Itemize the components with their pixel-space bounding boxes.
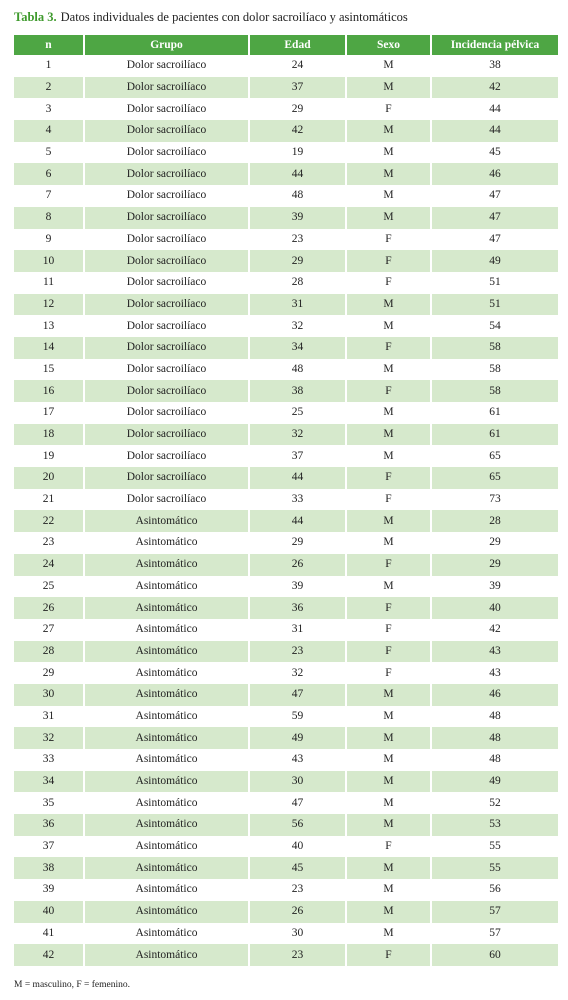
cell-incidencia: 28 xyxy=(431,510,558,532)
cell-sexo: M xyxy=(346,185,431,207)
cell-incidencia: 57 xyxy=(431,901,558,923)
cell-edad: 49 xyxy=(249,727,346,749)
cell-sexo: F xyxy=(346,98,431,120)
table-row xyxy=(14,923,558,945)
cell-sexo: M xyxy=(346,923,431,945)
cell-n: 18 xyxy=(14,424,84,446)
table-row xyxy=(14,250,558,272)
cell-n: 27 xyxy=(14,619,84,641)
cell-sexo: M xyxy=(346,749,431,771)
cell-edad: 39 xyxy=(249,576,346,598)
cell-n: 35 xyxy=(14,792,84,814)
cell-incidencia: 54 xyxy=(431,315,558,337)
cell-sexo: M xyxy=(346,814,431,836)
cell-sexo: M xyxy=(346,792,431,814)
cell-n: 30 xyxy=(14,684,84,706)
cell-grupo: Asintomático xyxy=(84,901,249,923)
table-row xyxy=(14,597,558,619)
cell-n: 12 xyxy=(14,294,84,316)
table-row xyxy=(14,706,558,728)
cell-grupo: Asintomático xyxy=(84,706,249,728)
cell-grupo: Dolor sacroilíaco xyxy=(84,467,249,489)
cell-grupo: Asintomático xyxy=(84,554,249,576)
cell-edad: 19 xyxy=(249,142,346,164)
cell-edad: 48 xyxy=(249,185,346,207)
cell-n: 6 xyxy=(14,163,84,185)
cell-n: 32 xyxy=(14,727,84,749)
cell-edad: 24 xyxy=(249,55,346,77)
table-row xyxy=(14,402,558,424)
cell-grupo: Dolor sacroilíaco xyxy=(84,55,249,77)
cell-n: 4 xyxy=(14,120,84,142)
table-row xyxy=(14,359,558,381)
cell-incidencia: 47 xyxy=(431,207,558,229)
cell-edad: 37 xyxy=(249,77,346,99)
table-footnote: M = masculino, F = femenino. xyxy=(14,980,130,990)
cell-incidencia: 47 xyxy=(431,185,558,207)
cell-n: 9 xyxy=(14,229,84,251)
table-row xyxy=(14,901,558,923)
table-row xyxy=(14,641,558,663)
cell-incidencia: 48 xyxy=(431,706,558,728)
cell-sexo: M xyxy=(346,771,431,793)
cell-incidencia: 42 xyxy=(431,77,558,99)
table-row xyxy=(14,684,558,706)
cell-sexo: M xyxy=(346,879,431,901)
cell-incidencia: 40 xyxy=(431,597,558,619)
cell-grupo: Dolor sacroilíaco xyxy=(84,380,249,402)
table-row xyxy=(14,662,558,684)
cell-n: 39 xyxy=(14,879,84,901)
cell-incidencia: 49 xyxy=(431,771,558,793)
cell-grupo: Asintomático xyxy=(84,727,249,749)
cell-edad: 23 xyxy=(249,641,346,663)
cell-edad: 23 xyxy=(249,879,346,901)
cell-edad: 43 xyxy=(249,749,346,771)
cell-incidencia: 65 xyxy=(431,445,558,467)
cell-grupo: Dolor sacroilíaco xyxy=(84,489,249,511)
cell-n: 5 xyxy=(14,142,84,164)
cell-grupo: Asintomático xyxy=(84,836,249,858)
cell-n: 21 xyxy=(14,489,84,511)
table-row xyxy=(14,727,558,749)
patient-data-table xyxy=(14,35,558,966)
table-row xyxy=(14,424,558,446)
column-header-grupo: Grupo xyxy=(84,35,249,55)
cell-n: 24 xyxy=(14,554,84,576)
cell-edad: 31 xyxy=(249,294,346,316)
cell-incidencia: 65 xyxy=(431,467,558,489)
cell-grupo: Dolor sacroilíaco xyxy=(84,77,249,99)
cell-n: 7 xyxy=(14,185,84,207)
table-row xyxy=(14,77,558,99)
column-header-sexo: Sexo xyxy=(346,35,431,55)
cell-n: 20 xyxy=(14,467,84,489)
cell-incidencia: 58 xyxy=(431,337,558,359)
table-row xyxy=(14,229,558,251)
table-row xyxy=(14,163,558,185)
cell-incidencia: 61 xyxy=(431,424,558,446)
cell-grupo: Asintomático xyxy=(84,814,249,836)
table-row xyxy=(14,185,558,207)
cell-grupo: Dolor sacroilíaco xyxy=(84,315,249,337)
table-row xyxy=(14,576,558,598)
cell-sexo: M xyxy=(346,445,431,467)
cell-grupo: Asintomático xyxy=(84,641,249,663)
cell-incidencia: 55 xyxy=(431,836,558,858)
cell-incidencia: 53 xyxy=(431,814,558,836)
cell-sexo: M xyxy=(346,163,431,185)
cell-n: 13 xyxy=(14,315,84,337)
cell-grupo: Dolor sacroilíaco xyxy=(84,337,249,359)
table-row xyxy=(14,836,558,858)
table-row xyxy=(14,792,558,814)
cell-grupo: Dolor sacroilíaco xyxy=(84,272,249,294)
cell-edad: 37 xyxy=(249,445,346,467)
cell-grupo: Dolor sacroilíaco xyxy=(84,359,249,381)
cell-n: 16 xyxy=(14,380,84,402)
cell-grupo: Asintomático xyxy=(84,771,249,793)
table-row xyxy=(14,142,558,164)
table-row xyxy=(14,467,558,489)
table-row xyxy=(14,207,558,229)
cell-incidencia: 29 xyxy=(431,532,558,554)
cell-sexo: M xyxy=(346,55,431,77)
cell-incidencia: 58 xyxy=(431,359,558,381)
cell-incidencia: 47 xyxy=(431,229,558,251)
cell-n: 42 xyxy=(14,944,84,966)
cell-n: 3 xyxy=(14,98,84,120)
table-row xyxy=(14,272,558,294)
cell-edad: 30 xyxy=(249,771,346,793)
cell-grupo: Asintomático xyxy=(84,619,249,641)
cell-incidencia: 46 xyxy=(431,163,558,185)
cell-sexo: M xyxy=(346,706,431,728)
cell-n: 41 xyxy=(14,923,84,945)
cell-grupo: Asintomático xyxy=(84,532,249,554)
cell-n: 38 xyxy=(14,857,84,879)
table-row xyxy=(14,814,558,836)
cell-incidencia: 29 xyxy=(431,554,558,576)
cell-n: 23 xyxy=(14,532,84,554)
cell-sexo: M xyxy=(346,901,431,923)
table-row xyxy=(14,315,558,337)
cell-edad: 44 xyxy=(249,163,346,185)
cell-edad: 47 xyxy=(249,684,346,706)
cell-sexo: F xyxy=(346,944,431,966)
cell-edad: 30 xyxy=(249,923,346,945)
cell-grupo: Dolor sacroilíaco xyxy=(84,207,249,229)
cell-sexo: F xyxy=(346,554,431,576)
cell-incidencia: 60 xyxy=(431,944,558,966)
cell-sexo: M xyxy=(346,77,431,99)
cell-sexo: M xyxy=(346,120,431,142)
cell-sexo: M xyxy=(346,576,431,598)
cell-edad: 36 xyxy=(249,597,346,619)
cell-incidencia: 56 xyxy=(431,879,558,901)
cell-n: 1 xyxy=(14,55,84,77)
cell-edad: 44 xyxy=(249,510,346,532)
table-row xyxy=(14,532,558,554)
cell-n: 40 xyxy=(14,901,84,923)
cell-incidencia: 49 xyxy=(431,250,558,272)
cell-n: 34 xyxy=(14,771,84,793)
cell-incidencia: 61 xyxy=(431,402,558,424)
cell-sexo: F xyxy=(346,619,431,641)
cell-edad: 28 xyxy=(249,272,346,294)
cell-n: 36 xyxy=(14,814,84,836)
cell-n: 10 xyxy=(14,250,84,272)
cell-grupo: Asintomático xyxy=(84,879,249,901)
cell-grupo: Dolor sacroilíaco xyxy=(84,250,249,272)
cell-edad: 39 xyxy=(249,207,346,229)
table-header-row xyxy=(14,35,558,55)
table-row xyxy=(14,771,558,793)
cell-edad: 47 xyxy=(249,792,346,814)
cell-incidencia: 46 xyxy=(431,684,558,706)
cell-incidencia: 48 xyxy=(431,727,558,749)
cell-sexo: F xyxy=(346,229,431,251)
cell-n: 26 xyxy=(14,597,84,619)
cell-incidencia: 51 xyxy=(431,294,558,316)
cell-sexo: F xyxy=(346,272,431,294)
cell-incidencia: 48 xyxy=(431,749,558,771)
cell-sexo: M xyxy=(346,684,431,706)
cell-edad: 59 xyxy=(249,706,346,728)
cell-edad: 29 xyxy=(249,98,346,120)
cell-incidencia: 44 xyxy=(431,98,558,120)
cell-grupo: Dolor sacroilíaco xyxy=(84,142,249,164)
table-row xyxy=(14,619,558,641)
cell-n: 29 xyxy=(14,662,84,684)
cell-edad: 23 xyxy=(249,944,346,966)
cell-grupo: Dolor sacroilíaco xyxy=(84,98,249,120)
cell-n: 14 xyxy=(14,337,84,359)
cell-grupo: Asintomático xyxy=(84,684,249,706)
cell-n: 17 xyxy=(14,402,84,424)
cell-incidencia: 55 xyxy=(431,857,558,879)
table-caption xyxy=(14,10,408,25)
cell-n: 15 xyxy=(14,359,84,381)
cell-incidencia: 52 xyxy=(431,792,558,814)
cell-edad: 42 xyxy=(249,120,346,142)
cell-edad: 48 xyxy=(249,359,346,381)
cell-grupo: Dolor sacroilíaco xyxy=(84,424,249,446)
column-header-n: n xyxy=(14,35,84,55)
cell-sexo: F xyxy=(346,467,431,489)
cell-grupo: Dolor sacroilíaco xyxy=(84,229,249,251)
cell-grupo: Asintomático xyxy=(84,510,249,532)
table-row xyxy=(14,445,558,467)
cell-sexo: M xyxy=(346,359,431,381)
table-row xyxy=(14,554,558,576)
cell-edad: 40 xyxy=(249,836,346,858)
cell-incidencia: 58 xyxy=(431,380,558,402)
cell-incidencia: 45 xyxy=(431,142,558,164)
cell-sexo: F xyxy=(346,597,431,619)
cell-edad: 25 xyxy=(249,402,346,424)
cell-grupo: Dolor sacroilíaco xyxy=(84,445,249,467)
table-row xyxy=(14,489,558,511)
table-row xyxy=(14,510,558,532)
cell-sexo: M xyxy=(346,857,431,879)
cell-n: 11 xyxy=(14,272,84,294)
cell-n: 25 xyxy=(14,576,84,598)
table-row xyxy=(14,55,558,77)
cell-edad: 23 xyxy=(249,229,346,251)
table-row xyxy=(14,857,558,879)
cell-edad: 34 xyxy=(249,337,346,359)
cell-n: 2 xyxy=(14,77,84,99)
table-body xyxy=(14,55,558,966)
cell-edad: 26 xyxy=(249,901,346,923)
cell-incidencia: 57 xyxy=(431,923,558,945)
cell-grupo: Asintomático xyxy=(84,749,249,771)
table-number-label: Tabla 3. xyxy=(14,10,57,24)
cell-sexo: M xyxy=(346,315,431,337)
cell-n: 19 xyxy=(14,445,84,467)
cell-edad: 32 xyxy=(249,315,346,337)
cell-incidencia: 43 xyxy=(431,641,558,663)
table-caption-text: Datos individuales de pacientes con dolor sacroilíaco y asintomáticos xyxy=(60,10,408,24)
cell-n: 8 xyxy=(14,207,84,229)
cell-sexo: F xyxy=(346,641,431,663)
cell-grupo: Dolor sacroilíaco xyxy=(84,402,249,424)
cell-incidencia: 43 xyxy=(431,662,558,684)
cell-sexo: M xyxy=(346,424,431,446)
cell-sexo: F xyxy=(346,489,431,511)
cell-edad: 38 xyxy=(249,380,346,402)
cell-incidencia: 51 xyxy=(431,272,558,294)
cell-incidencia: 38 xyxy=(431,55,558,77)
cell-grupo: Dolor sacroilíaco xyxy=(84,294,249,316)
table-row xyxy=(14,98,558,120)
cell-edad: 44 xyxy=(249,467,346,489)
cell-incidencia: 73 xyxy=(431,489,558,511)
cell-edad: 33 xyxy=(249,489,346,511)
cell-sexo: M xyxy=(346,207,431,229)
cell-incidencia: 44 xyxy=(431,120,558,142)
cell-grupo: Dolor sacroilíaco xyxy=(84,163,249,185)
cell-edad: 31 xyxy=(249,619,346,641)
cell-sexo: M xyxy=(346,510,431,532)
cell-sexo: F xyxy=(346,836,431,858)
cell-sexo: F xyxy=(346,250,431,272)
cell-n: 33 xyxy=(14,749,84,771)
cell-n: 28 xyxy=(14,641,84,663)
cell-edad: 26 xyxy=(249,554,346,576)
cell-sexo: M xyxy=(346,402,431,424)
cell-n: 37 xyxy=(14,836,84,858)
cell-grupo: Asintomático xyxy=(84,576,249,598)
cell-incidencia: 42 xyxy=(431,619,558,641)
cell-incidencia: 39 xyxy=(431,576,558,598)
cell-grupo: Asintomático xyxy=(84,662,249,684)
table-row xyxy=(14,749,558,771)
table-row xyxy=(14,944,558,966)
cell-sexo: F xyxy=(346,380,431,402)
cell-edad: 32 xyxy=(249,424,346,446)
table-row xyxy=(14,337,558,359)
cell-grupo: Dolor sacroilíaco xyxy=(84,120,249,142)
table-row xyxy=(14,879,558,901)
table-row xyxy=(14,380,558,402)
cell-grupo: Asintomático xyxy=(84,944,249,966)
cell-edad: 29 xyxy=(249,250,346,272)
table-row xyxy=(14,294,558,316)
cell-grupo: Dolor sacroilíaco xyxy=(84,185,249,207)
cell-grupo: Asintomático xyxy=(84,597,249,619)
cell-grupo: Asintomático xyxy=(84,923,249,945)
cell-n: 31 xyxy=(14,706,84,728)
table-figure xyxy=(4,5,565,998)
cell-edad: 56 xyxy=(249,814,346,836)
cell-edad: 45 xyxy=(249,857,346,879)
column-header-incidencia: Incidencia pélvica xyxy=(431,35,558,55)
cell-sexo: F xyxy=(346,337,431,359)
cell-sexo: M xyxy=(346,142,431,164)
cell-n: 22 xyxy=(14,510,84,532)
column-header-edad: Edad xyxy=(249,35,346,55)
cell-sexo: M xyxy=(346,532,431,554)
cell-sexo: M xyxy=(346,727,431,749)
cell-sexo: M xyxy=(346,294,431,316)
cell-sexo: F xyxy=(346,662,431,684)
table-row xyxy=(14,120,558,142)
cell-edad: 32 xyxy=(249,662,346,684)
cell-grupo: Asintomático xyxy=(84,792,249,814)
cell-grupo: Asintomático xyxy=(84,857,249,879)
cell-edad: 29 xyxy=(249,532,346,554)
